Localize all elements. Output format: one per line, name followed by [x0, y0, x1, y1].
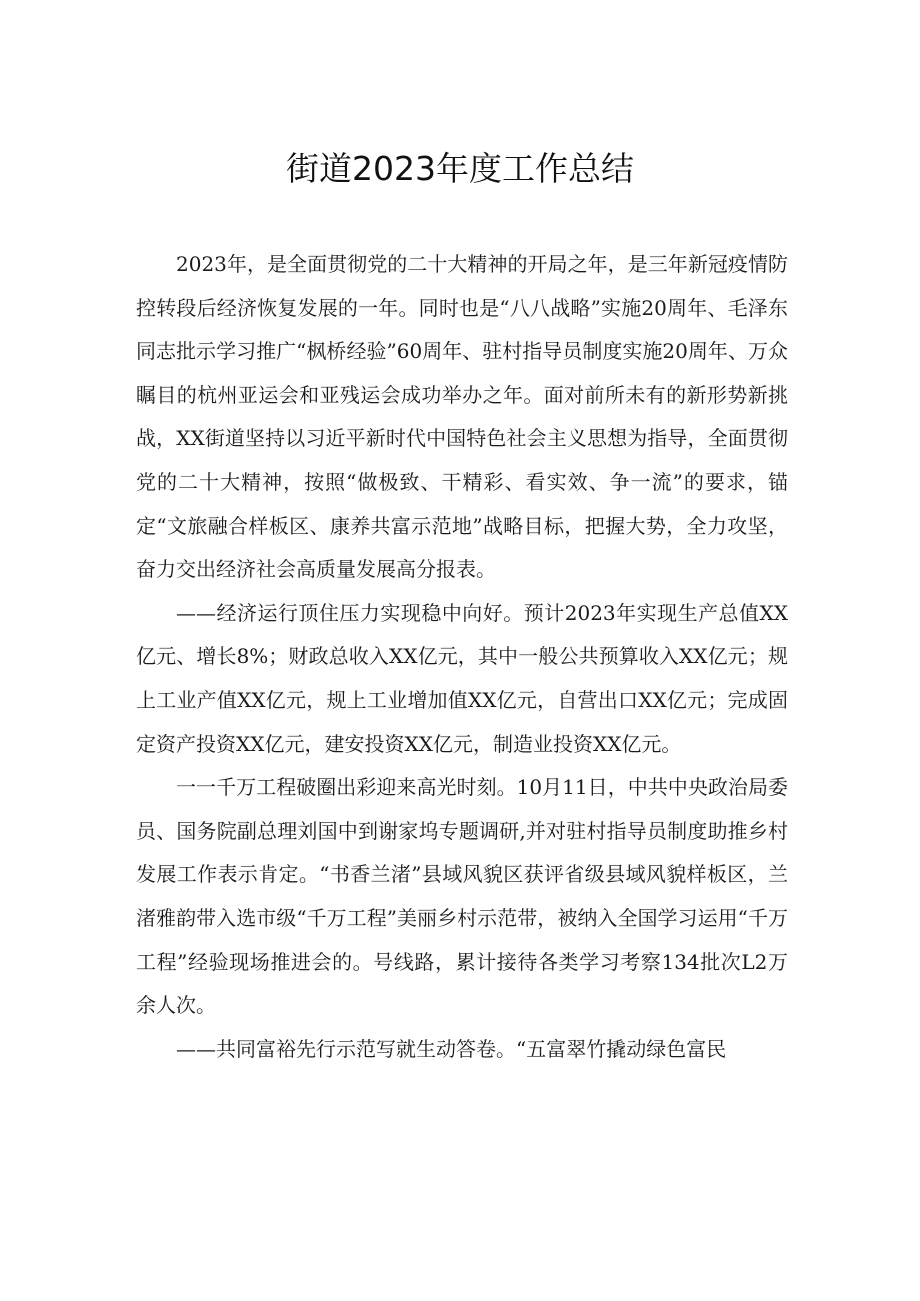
paragraph-economy: ——经济运行顶住压力实现稳中向好。预计2023年实现生产总值XX亿元、增长8%；财政总收入XX亿元，其中一般公共预算收入XX亿元；规上工业产值XX亿元，规上工业增加值XX亿元，自营出口XX亿元；完成固定资产投资XX亿元，建安投资XX亿元，制造业投资XX亿元。: [136, 600, 788, 756]
document-title: 街道2023年度工作总结: [286, 149, 634, 188]
document-body: [136, 243, 788, 1071]
paragraph-intro: 2023年，是全面贯彻党的二十大精神的开局之年，是三年新冠疫情防控转段后经济恢复发展的一年。同时也是“八八战略”实施20周年、毛泽东同志批示学习推广“枫桥经验”60周年、驻村指导员制度实施20周年、万众瞩目的杭州亚运会和亚残运会成功举办之年。面对前所未有的新形势新挑战，XX街道坚持以习近平新时代中国特色社会主义思想为指导，全面贯彻党的二十大精神，按照“做极致、干精彩、看实效、争一流”的要求，锚定“文旅融合样板区、康养共富示范地”战略目标，把握大势，全力攻坚，奋力交出经济社会高质量发展高分报表。: [136, 252, 788, 582]
paragraph-common-prosperity: ——共同富裕先行示范写就生动答卷。“五富翠竹撬动绿色富民: [176, 1036, 727, 1061]
paragraph-rural-project: 一一千万工程破圈出彩迎来高光时刻。10月11日，中共中央政治局委员、国务院副总理刘国中到谢家坞专题调研,并对驻村指导员制度助推乡村发展工作表示肯定。“书香兰渚”县域风貌区获评省级县域风貌样板区，兰渚雅韵带入选市级“千万工程”美丽乡村示范带，被纳入全国学习运用“千万工程”经验现场推进会的。号线路，累计接待各类学习考察134批次L2万余人次。: [136, 775, 788, 1018]
